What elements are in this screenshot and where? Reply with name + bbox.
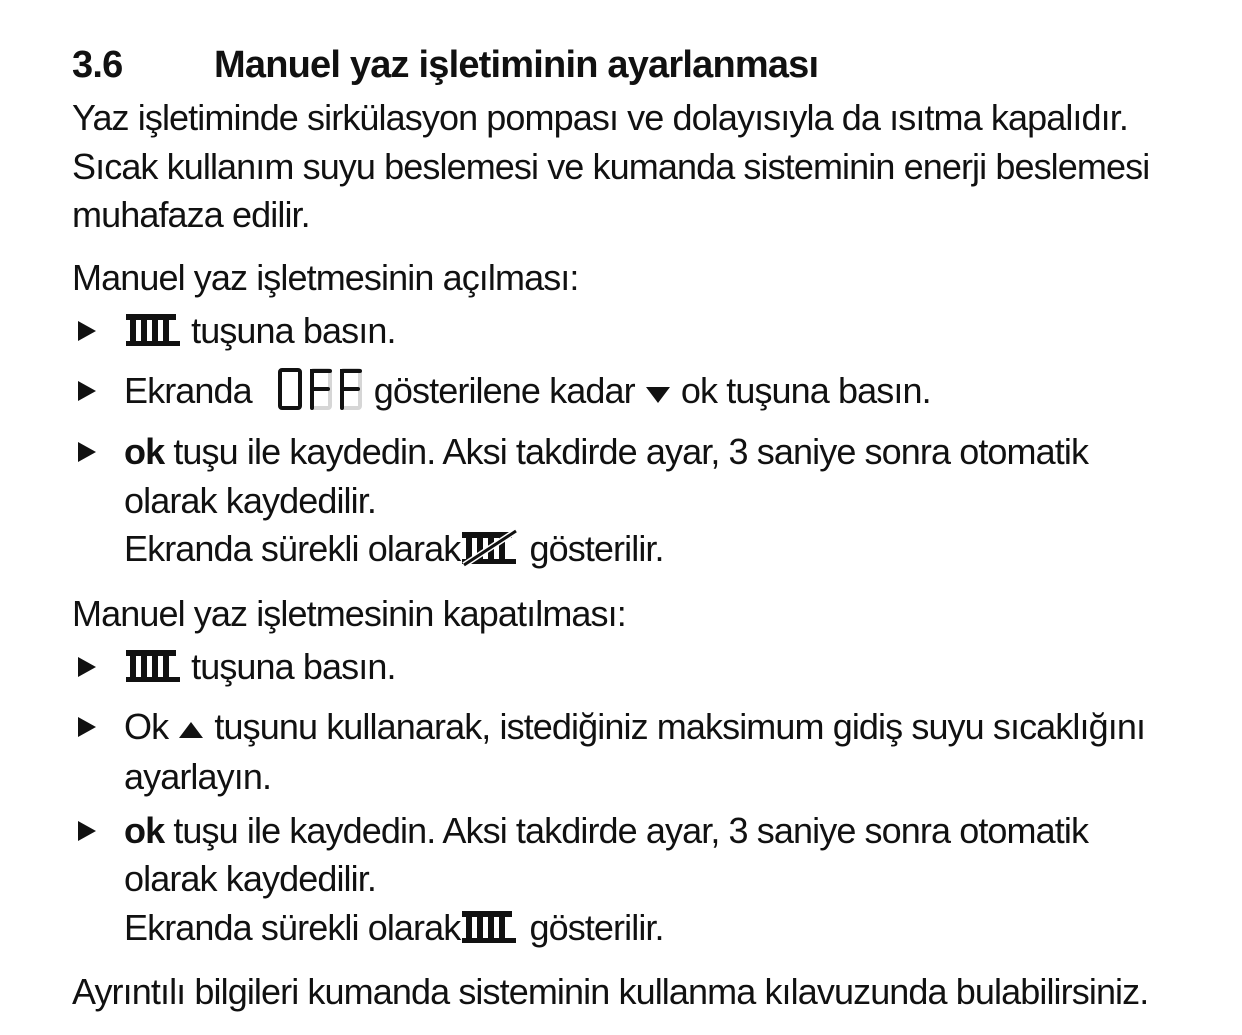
document-page: [72, 36, 1232, 1017]
intro-line: Yaz işletiminde sirkülasyon pompası ve dolayısıyla da ısıtma kapalıdır.: [72, 97, 1128, 138]
section-title: Manuel yaz işletiminin ayarlanması: [214, 44, 819, 86]
step-text: tuşuna basın.: [191, 646, 396, 687]
radiator-icon: [460, 908, 520, 959]
arrow-down-icon: [644, 369, 672, 418]
intro-line: Sıcak kullanım suyu beslemesi ve kumanda sisteminin enerji beslemesi: [72, 145, 1150, 187]
step-text: tuşuna basın.: [191, 310, 396, 351]
radiator-icon: [124, 311, 182, 362]
footer-note: Ayrıntılı bilgileri kumanda sisteminin kullanma kılavuzunda bulabilirsiniz.: [72, 971, 1149, 1013]
step-text: gösterilene kadar: [373, 369, 635, 411]
bullet-triangle-icon: [72, 428, 124, 477]
step-text: olarak kaydedilir.: [124, 858, 376, 900]
instruction-step: [72, 367, 1232, 424]
radiator-icon: [124, 647, 182, 698]
bullet-triangle-icon: [72, 643, 124, 692]
step-text: tuşunu kullanarak, istediğiniz maksimum gidiş suyu sıcaklığını: [214, 705, 1146, 747]
step-text: tuşu ile kaydedin. Aksi takdirde ayar, 3 saniye sonra otomatik: [173, 809, 1089, 851]
section-number: 3.6: [72, 44, 123, 86]
arrow-up-icon: [177, 705, 205, 754]
instruction-step: [72, 643, 1232, 698]
step-text: ayarlayın.: [124, 756, 272, 798]
summer-mode-off-heading: Manuel yaz işletmesinin kapatılması:: [72, 592, 626, 634]
instruction-step: [72, 807, 1232, 959]
section-heading: [72, 36, 1232, 94]
bullet-triangle-icon: [72, 307, 124, 356]
radiator-crossed-icon: [460, 529, 520, 580]
step-text: Ekranda: [124, 369, 252, 411]
step-text: Ekranda sürekli olarak: [124, 528, 461, 569]
step-text: ok tuşuna basın.: [680, 369, 931, 411]
step-text: tuşu ile kaydedin. Aksi takdirde ayar, 3 saniye sonra otomatik: [173, 431, 1089, 472]
intro-line: muhafaza edilir.: [72, 194, 310, 235]
instruction-step: [72, 428, 1232, 580]
step-text: olarak kaydedilir.: [124, 479, 376, 521]
bullet-triangle-icon: [72, 703, 124, 752]
bullet-triangle-icon: [72, 807, 124, 856]
summer-mode-on-heading: Manuel yaz işletmesinin açılması:: [72, 256, 579, 298]
step-text: Ok: [124, 705, 169, 747]
ok-key-label: ok: [124, 809, 165, 851]
instruction-step: [72, 703, 1232, 802]
lcd-off-display: [276, 367, 368, 424]
intro-paragraph: [72, 94, 1232, 240]
step-text: Ekranda sürekli olarak: [124, 906, 461, 948]
step-text: gösterilir.: [529, 528, 664, 569]
step-text: gösterilir.: [529, 906, 664, 948]
ok-key-label: ok: [124, 431, 165, 472]
bullet-triangle-icon: [72, 367, 124, 416]
instruction-step: [72, 307, 1232, 362]
